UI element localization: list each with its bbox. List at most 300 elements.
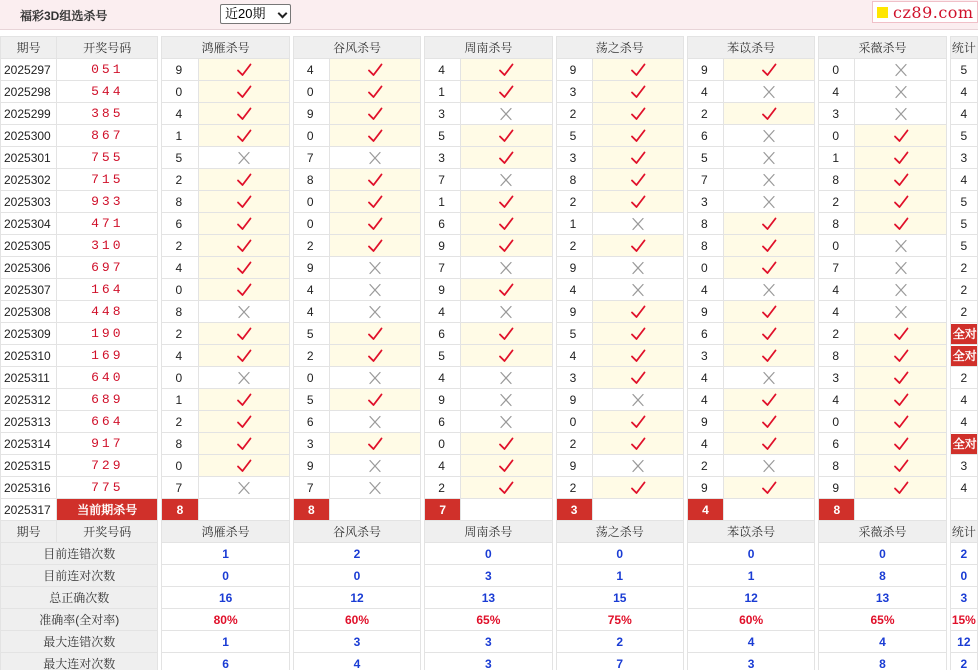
- period-cell: 2025304: [1, 213, 57, 235]
- table-header-row: [1, 37, 978, 59]
- kill-number-cell: 3: [425, 147, 461, 169]
- period-cell: 2025303: [1, 191, 57, 213]
- draw-number-cell: 775: [57, 477, 158, 499]
- kill-number-cell: 0: [162, 367, 198, 389]
- check-icon: [893, 415, 909, 429]
- check-icon: [236, 63, 252, 77]
- cross-icon: [761, 283, 777, 297]
- check-icon: [236, 173, 252, 187]
- check-icon: [236, 437, 252, 451]
- cross-icon: [367, 305, 383, 319]
- period-cell: 2025315: [1, 455, 57, 477]
- correct-mark-cell: [329, 323, 420, 345]
- kill-number-cell: 1: [162, 389, 198, 411]
- table-row: [1, 147, 978, 169]
- summary-value: 65%: [819, 609, 946, 631]
- check-icon: [236, 129, 252, 143]
- table-row: [1, 191, 978, 213]
- kill-number-cell: 3: [425, 103, 461, 125]
- kill-number-cell: 0: [819, 59, 855, 81]
- wrong-mark-cell: [855, 257, 946, 279]
- chevron-down-icon: [278, 9, 288, 19]
- kill-number-cell: 9: [556, 257, 592, 279]
- kill-number-cell: 5: [687, 147, 723, 169]
- cross-icon: [236, 151, 252, 165]
- cross-icon: [893, 305, 909, 319]
- table-row: [1, 301, 978, 323]
- wrong-mark-cell: [329, 147, 420, 169]
- draw-number-cell: 190: [57, 323, 158, 345]
- correct-mark-cell: [724, 213, 815, 235]
- period-cell: 2025298: [1, 81, 57, 103]
- kill-number-cell: 0: [293, 367, 329, 389]
- wrong-mark-cell: [461, 411, 552, 433]
- header-source-4: 苯苡杀号: [687, 37, 814, 59]
- cross-icon: [761, 85, 777, 99]
- kill-number-cell: 9: [556, 455, 592, 477]
- cross-icon: [498, 261, 514, 275]
- check-icon: [236, 239, 252, 253]
- wrong-mark-cell: [198, 301, 289, 323]
- summary-value: 60%: [687, 609, 814, 631]
- header-source-1: 谷风杀号: [293, 37, 420, 59]
- kill-number-cell: 4: [819, 389, 855, 411]
- kill-number-cell: 9: [556, 389, 592, 411]
- table-row: [1, 323, 978, 345]
- cross-icon: [367, 459, 383, 473]
- kill-number-cell: 4: [293, 59, 329, 81]
- cross-icon: [761, 129, 777, 143]
- check-icon: [236, 261, 252, 275]
- draw-number-cell: 917: [57, 433, 158, 455]
- check-icon: [236, 415, 252, 429]
- summary-value: 3: [425, 631, 552, 653]
- kill-number-cell: 2: [687, 103, 723, 125]
- check-icon: [630, 415, 646, 429]
- check-icon: [893, 151, 909, 165]
- kill-number-cell: 4: [687, 433, 723, 455]
- summary-label: 总正确次数: [1, 587, 158, 609]
- kill-number-cell: 3: [556, 81, 592, 103]
- summary-value: 13: [425, 587, 552, 609]
- cross-icon: [761, 195, 777, 209]
- correct-mark-cell: [724, 103, 815, 125]
- correct-mark-cell: [198, 433, 289, 455]
- kill-number-cell: 2: [293, 235, 329, 257]
- stat-cell: 4: [950, 477, 977, 499]
- check-icon: [367, 173, 383, 187]
- kill-number-cell: 9: [425, 389, 461, 411]
- cross-icon: [761, 459, 777, 473]
- check-icon: [498, 63, 514, 77]
- draw-number-cell: 169: [57, 345, 158, 367]
- current-kill-blank: [855, 499, 946, 521]
- stat-cell: 2: [950, 279, 977, 301]
- kill-number-cell: 4: [425, 367, 461, 389]
- check-icon: [236, 217, 252, 231]
- check-icon: [761, 63, 777, 77]
- kill-number-cell: 2: [687, 455, 723, 477]
- stat-cell: 5: [950, 235, 977, 257]
- correct-mark-cell: [724, 59, 815, 81]
- header-source-2: 周南杀号: [425, 521, 552, 543]
- kill-number-cell: 6: [425, 213, 461, 235]
- check-icon: [761, 107, 777, 121]
- kill-number-cell: 9: [425, 279, 461, 301]
- correct-mark-cell: [329, 103, 420, 125]
- summary-value: 0: [162, 565, 289, 587]
- draw-number-cell: 755: [57, 147, 158, 169]
- correct-mark-cell: [329, 191, 420, 213]
- cross-icon: [893, 107, 909, 121]
- summary-value: 13: [819, 587, 946, 609]
- kill-number-cell: 5: [293, 389, 329, 411]
- summary-value: 3: [425, 653, 552, 670]
- check-icon: [498, 349, 514, 363]
- table-row: [1, 169, 978, 191]
- kill-number-cell: 2: [556, 191, 592, 213]
- wrong-mark-cell: [592, 455, 683, 477]
- kill-number-cell: 0: [556, 411, 592, 433]
- kill-number-cell: 0: [162, 455, 198, 477]
- correct-mark-cell: [724, 235, 815, 257]
- check-icon: [367, 349, 383, 363]
- kill-number-cell: 3: [556, 367, 592, 389]
- kill-number-cell: 4: [425, 301, 461, 323]
- check-icon: [236, 283, 252, 297]
- summary-stat: 15%: [950, 609, 977, 631]
- draw-number-cell: 051: [57, 59, 158, 81]
- table-row: [1, 103, 978, 125]
- check-icon: [498, 151, 514, 165]
- current-period-row: [1, 499, 978, 521]
- period-cell: 2025312: [1, 389, 57, 411]
- kill-number-cell: 2: [556, 235, 592, 257]
- correct-mark-cell: [461, 345, 552, 367]
- kill-number-cell: 3: [556, 147, 592, 169]
- current-kill-blank: [724, 499, 815, 521]
- check-icon: [630, 327, 646, 341]
- summary-value: 3: [687, 653, 814, 670]
- summary-label: 最大连错次数: [1, 631, 158, 653]
- kill-number-cell: 2: [556, 433, 592, 455]
- check-icon: [367, 107, 383, 121]
- correct-mark-cell: [461, 59, 552, 81]
- kill-number-cell: 7: [162, 477, 198, 499]
- wrong-mark-cell: [461, 169, 552, 191]
- check-icon: [893, 327, 909, 341]
- current-kill-blank: [329, 499, 420, 521]
- cross-icon: [367, 481, 383, 495]
- check-icon: [630, 85, 646, 99]
- kill-number-cell: 3: [687, 345, 723, 367]
- period-cell: 2025307: [1, 279, 57, 301]
- wrong-mark-cell: [329, 455, 420, 477]
- correct-mark-cell: [855, 433, 946, 455]
- summary-row: [1, 653, 978, 670]
- current-kill-blank: [461, 499, 552, 521]
- summary-value: 3: [293, 631, 420, 653]
- header-source-0: 鸿雁杀号: [162, 37, 289, 59]
- kill-number-cell: 4: [819, 279, 855, 301]
- page-title: 福彩3D组选杀号: [20, 9, 108, 23]
- kill-number-cell: 6: [162, 213, 198, 235]
- correct-mark-cell: [855, 323, 946, 345]
- current-stat-blank: [950, 499, 977, 521]
- period-cell: 2025297: [1, 59, 57, 81]
- kill-number-cell: 0: [687, 257, 723, 279]
- cross-icon: [630, 283, 646, 297]
- current-kill-number: 8: [162, 499, 198, 521]
- kill-number-cell: 1: [819, 147, 855, 169]
- header-source-5: 采薇杀号: [819, 37, 946, 59]
- kill-number-cell: 5: [425, 345, 461, 367]
- kill-number-cell: 4: [819, 301, 855, 323]
- summary-label: 准确率(全对率): [1, 609, 158, 631]
- check-icon: [236, 85, 252, 99]
- stat-cell: 4: [950, 411, 977, 433]
- table-row: [1, 59, 978, 81]
- site-logo[interactable]: [872, 1, 978, 23]
- check-icon: [761, 305, 777, 319]
- header-period: 期号: [1, 521, 57, 543]
- correct-mark-cell: [461, 213, 552, 235]
- table-row: [1, 367, 978, 389]
- top-bar: [0, 0, 978, 30]
- cross-icon: [236, 305, 252, 319]
- correct-mark-cell: [592, 235, 683, 257]
- check-icon: [761, 217, 777, 231]
- check-icon: [630, 173, 646, 187]
- summary-value: 75%: [556, 609, 683, 631]
- kill-number-cell: 4: [293, 301, 329, 323]
- check-icon: [498, 327, 514, 341]
- kill-number-cell: 9: [687, 477, 723, 499]
- draw-number-cell: 310: [57, 235, 158, 257]
- kill-number-cell: 4: [293, 279, 329, 301]
- check-icon: [893, 129, 909, 143]
- correct-mark-cell: [461, 433, 552, 455]
- check-icon: [630, 63, 646, 77]
- current-kill-number: 8: [819, 499, 855, 521]
- period-cell: 2025316: [1, 477, 57, 499]
- kill-number-cell: 2: [819, 323, 855, 345]
- wrong-mark-cell: [855, 103, 946, 125]
- kill-number-cell: 5: [556, 125, 592, 147]
- wrong-mark-cell: [329, 257, 420, 279]
- period-cell: 2025311: [1, 367, 57, 389]
- kill-number-cell: 7: [293, 477, 329, 499]
- check-icon: [630, 437, 646, 451]
- kill-number-cell: 2: [556, 103, 592, 125]
- correct-mark-cell: [855, 213, 946, 235]
- correct-mark-cell: [461, 125, 552, 147]
- wrong-mark-cell: [724, 279, 815, 301]
- correct-mark-cell: [592, 59, 683, 81]
- summary-value: 0: [556, 543, 683, 565]
- check-icon: [367, 239, 383, 253]
- kill-number-cell: 8: [162, 191, 198, 213]
- check-icon: [893, 481, 909, 495]
- check-icon: [498, 459, 514, 473]
- current-kill-label: 当前期杀号: [57, 499, 158, 521]
- check-icon: [367, 85, 383, 99]
- kill-number-cell: 4: [425, 59, 461, 81]
- summary-value: 80%: [162, 609, 289, 631]
- correct-mark-cell: [461, 81, 552, 103]
- cross-icon: [498, 393, 514, 407]
- stat-cell: 5: [950, 59, 977, 81]
- correct-mark-cell: [592, 125, 683, 147]
- summary-row: [1, 565, 978, 587]
- cross-icon: [630, 459, 646, 473]
- stat-cell: 5: [950, 191, 977, 213]
- stat-cell: 4: [950, 389, 977, 411]
- table-row: [1, 345, 978, 367]
- correct-mark-cell: [198, 235, 289, 257]
- wrong-mark-cell: [724, 81, 815, 103]
- table-row: [1, 257, 978, 279]
- summary-value: 0: [819, 543, 946, 565]
- kill-number-cell: 1: [425, 191, 461, 213]
- kill-number-cell: 2: [162, 235, 198, 257]
- correct-mark-cell: [855, 389, 946, 411]
- kill-number-cell: 6: [687, 125, 723, 147]
- header-source-0: 鸿雁杀号: [162, 521, 289, 543]
- period-cell: 2025302: [1, 169, 57, 191]
- wrong-mark-cell: [592, 213, 683, 235]
- wrong-mark-cell: [724, 191, 815, 213]
- current-kill-number: 3: [556, 499, 592, 521]
- wrong-mark-cell: [855, 301, 946, 323]
- summary-value: 0: [425, 543, 552, 565]
- wrong-mark-cell: [198, 367, 289, 389]
- kill-number-cell: 4: [687, 81, 723, 103]
- kill-number-cell: 8: [819, 213, 855, 235]
- correct-mark-cell: [724, 389, 815, 411]
- summary-row: [1, 543, 978, 565]
- cross-icon: [498, 173, 514, 187]
- correct-mark-cell: [461, 279, 552, 301]
- wrong-mark-cell: [724, 147, 815, 169]
- draw-number-cell: 664: [57, 411, 158, 433]
- draw-number-cell: 729: [57, 455, 158, 477]
- wrong-mark-cell: [198, 147, 289, 169]
- cross-icon: [367, 371, 383, 385]
- draw-number-cell: 385: [57, 103, 158, 125]
- summary-value: 65%: [425, 609, 552, 631]
- kill-number-cell: 0: [293, 213, 329, 235]
- correct-mark-cell: [329, 213, 420, 235]
- kill-number-cell: 9: [293, 257, 329, 279]
- all-correct-badge: 全对: [951, 346, 978, 366]
- check-icon: [367, 63, 383, 77]
- table-header-row: [1, 521, 978, 543]
- kill-number-table: [0, 36, 978, 670]
- correct-mark-cell: [198, 411, 289, 433]
- kill-number-cell: 2: [162, 323, 198, 345]
- correct-mark-cell: [198, 389, 289, 411]
- period-cell: 2025314: [1, 433, 57, 455]
- correct-mark-cell: [198, 345, 289, 367]
- period-cell: 2025305: [1, 235, 57, 257]
- header-stat: 统计: [950, 37, 977, 59]
- kill-number-cell: 0: [293, 125, 329, 147]
- summary-value: 4: [687, 631, 814, 653]
- cross-icon: [498, 371, 514, 385]
- header-draw: 开奖号码: [57, 37, 158, 59]
- period-cell: 2025306: [1, 257, 57, 279]
- kill-number-cell: 8: [819, 169, 855, 191]
- correct-mark-cell: [724, 323, 815, 345]
- check-icon: [630, 129, 646, 143]
- kill-number-cell: 6: [819, 433, 855, 455]
- summary-stat: 2: [950, 653, 977, 670]
- header-source-2: 周南杀号: [425, 37, 552, 59]
- kill-number-cell: 9: [556, 59, 592, 81]
- check-icon: [630, 239, 646, 253]
- table-row: [1, 477, 978, 499]
- check-icon: [367, 437, 383, 451]
- wrong-mark-cell: [461, 257, 552, 279]
- draw-number-cell: 471: [57, 213, 158, 235]
- cross-icon: [498, 305, 514, 319]
- wrong-mark-cell: [855, 81, 946, 103]
- cross-icon: [761, 151, 777, 165]
- kill-number-cell: 9: [687, 301, 723, 323]
- check-icon: [630, 481, 646, 495]
- check-icon: [761, 261, 777, 275]
- wrong-mark-cell: [855, 279, 946, 301]
- correct-mark-cell: [329, 169, 420, 191]
- correct-mark-cell: [198, 191, 289, 213]
- stat-cell: 4: [950, 103, 977, 125]
- correct-mark-cell: [198, 169, 289, 191]
- summary-stat: 2: [950, 543, 977, 565]
- kill-number-cell: 8: [162, 301, 198, 323]
- kill-number-cell: 8: [162, 433, 198, 455]
- check-icon: [498, 239, 514, 253]
- kill-number-cell: 6: [425, 411, 461, 433]
- kill-number-cell: 7: [293, 147, 329, 169]
- kill-number-cell: 5: [162, 147, 198, 169]
- correct-mark-cell: [724, 433, 815, 455]
- header-source-3: 荡之杀号: [556, 521, 683, 543]
- kill-number-cell: 6: [687, 323, 723, 345]
- check-icon: [893, 393, 909, 407]
- cross-icon: [761, 173, 777, 187]
- correct-mark-cell: [329, 81, 420, 103]
- kill-number-cell: 2: [162, 169, 198, 191]
- draw-number-cell: 867: [57, 125, 158, 147]
- period-cell: 2025301: [1, 147, 57, 169]
- summary-value: 0: [293, 565, 420, 587]
- kill-number-cell: 7: [425, 169, 461, 191]
- summary-value: 7: [556, 653, 683, 670]
- correct-mark-cell: [855, 169, 946, 191]
- correct-mark-cell: [855, 455, 946, 477]
- kill-number-cell: 4: [556, 345, 592, 367]
- correct-mark-cell: [592, 147, 683, 169]
- cross-icon: [630, 217, 646, 231]
- cross-icon: [498, 107, 514, 121]
- kill-number-cell: 3: [687, 191, 723, 213]
- kill-number-cell: 2: [293, 345, 329, 367]
- check-icon: [236, 107, 252, 121]
- correct-mark-cell: [329, 59, 420, 81]
- summary-value: 4: [819, 631, 946, 653]
- period-range-select[interactable]: [220, 4, 291, 24]
